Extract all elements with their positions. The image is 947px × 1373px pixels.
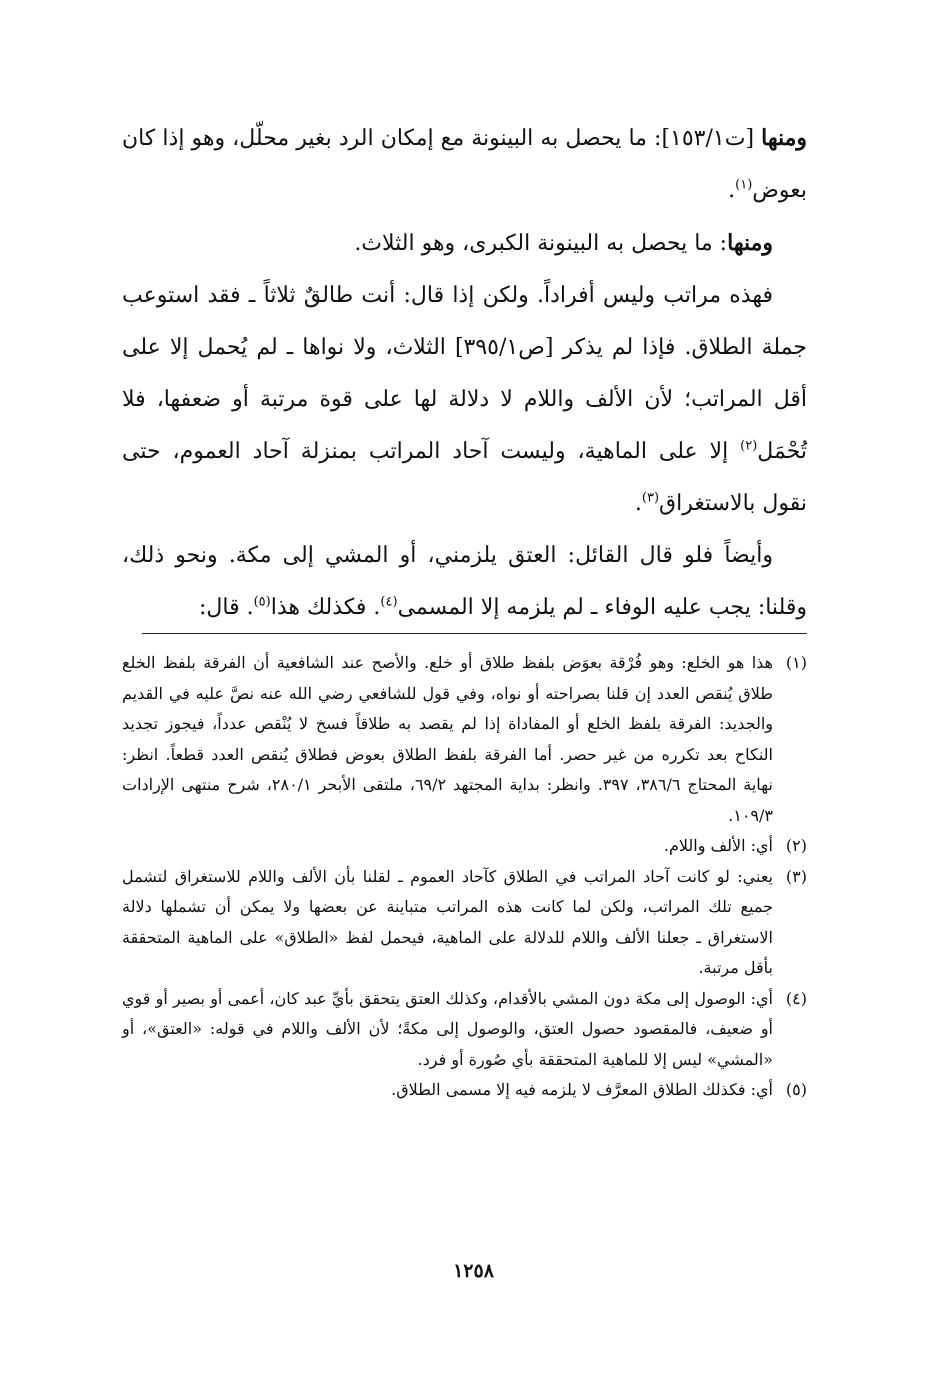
main-text bbox=[122, 112, 807, 634]
footnote-text: أي: الوصول إلى مكة دون المشي بالأقدام، وكذلك العتق يتحقق بأيِّ عبد كان، أعمى أو بصير أو قوي أو ضعيف، فالمقصود حصول العتق، والوصول إلى مكةً؛ لأن الألف واللام في قوله: «العتق»، أو «المشي» ليس إلا للماهية المتحققة بأي صُورة أو فرد. bbox=[122, 988, 773, 1069]
paragraph-4 bbox=[122, 530, 807, 634]
paragraph-3 bbox=[122, 270, 807, 530]
paragraph-text: . bbox=[728, 178, 736, 203]
footnote-1 bbox=[122, 648, 807, 831]
paragraph-text: : ما يحصل به البينونة الكبرى، وهو الثلاث. bbox=[354, 231, 728, 256]
footnote-number: (٣) bbox=[785, 866, 807, 886]
footnote-5 bbox=[122, 1075, 807, 1106]
footnote-3 bbox=[122, 862, 807, 984]
footnote-ref-5[interactable]: (٥) bbox=[253, 594, 271, 610]
footnote-ref-4[interactable]: (٤) bbox=[380, 594, 398, 610]
paragraph-text: إلا على الماهية، وليست آحاد المراتب بمنزلة آحاد العموم، حتى نقول بالاستغراق bbox=[122, 439, 807, 516]
footnote-number: (٢) bbox=[785, 836, 807, 855]
footnote-ref-2[interactable]: (٢) bbox=[740, 438, 758, 454]
paragraph-text: : ما يحصل به البينونة مع إمكان الرد بغير محلّل، وهو إذا كان بعوض bbox=[122, 126, 807, 203]
paragraph-text: وأيضاً فلو قال القائل: العتق يلزمني، أو المشي إلى مكة. ونحو ذلك، وقلنا: يجب عليه الوفاء ـ لم يلزمه إلا المسمى bbox=[122, 543, 807, 620]
footnote-text: يعني: لو كانت آحاد المراتب في الطلاق كآحاد العموم ـ لقلنا بأن الألف واللام للاستغراق لتشمل جميع تلك المراتب، ولكن لما كانت هذه المراتب متباينة عن بعضها ولا يمكن أن تشملها دلالة الاستغراق ـ جعلنا الألف واللام للدلالة على الماهية، فيحمل لفظ «الطلاق» على الماهية المتحققة بأقل مرتبة. bbox=[122, 866, 774, 977]
page-reference: [ت١٥٣/١] bbox=[661, 126, 762, 151]
footnote-number: (٥) bbox=[785, 1080, 807, 1099]
paragraph-text: . bbox=[634, 491, 642, 516]
paragraph-text: فهذه مراتب وليس أفراداً. ولكن إذا قال: أنت طالقٌ ثلاثاً ـ فقد استوعب جملة الطلاق. فإذا لم يذكر [ص٣٩٥/١] الثلاث، ولا نواها ـ لم يُحمل إلا على أقل المراتب؛ لأن الألف واللام لا دلالة لها على قوة مرتبة أو ضعفها، فلا تُحْمَل bbox=[122, 283, 807, 464]
footnote-number: (٤) bbox=[785, 988, 807, 1008]
footnote-2 bbox=[122, 831, 807, 862]
footnote-text: هذا هو الخلع: وهو فُرْقة بعوَض بلفظ طلاق أو خلع. والأصح عند الشافعية أن الفرقة بلفظ الخلع طلاق يُنقص العدد إن قلنا بصراحته أو نواه، وفي قول للشافعي رضي الله عنه نصَّ عليه في القديم والجديد: الفرقة بلفظ الخلع أو المفاداة إذا لم يقصد به طلاقاً فسخ لا يُنْقص عدداً، فيجوز تجديد النكاح بعد تكرره من غير حصر. أما الفرقة بلفظ الطلاق بعوض فطلاق يُنقص العدد قطعاً. انظر: نهاية المحتاج ٣٨٦/٦، ٣٩٧. وانظر: بداية المجتهد ٦٩/٢، ملتقى الأبحر ٢٨٠/١، شرح منتهى الإرادات ١٠٩/٣. bbox=[122, 653, 774, 825]
paragraph-2 bbox=[122, 217, 807, 270]
paragraph-1 bbox=[122, 112, 807, 217]
footnotes bbox=[122, 648, 807, 1106]
footnote-divider bbox=[142, 633, 807, 634]
footnote-text: أي: الألف واللام. bbox=[663, 836, 773, 855]
footnote-4 bbox=[122, 984, 807, 1076]
paragraph-text: . قال: bbox=[198, 595, 254, 620]
footnote-ref-3[interactable]: (٣) bbox=[641, 490, 660, 506]
footnote-number: (١) bbox=[785, 653, 807, 672]
paragraph-lead: ومنها bbox=[761, 125, 807, 151]
paragraph-text: . فكذلك هذا bbox=[270, 595, 381, 620]
paragraph-lead: ومنها bbox=[727, 230, 773, 256]
footnote-ref-1[interactable]: (١) bbox=[735, 177, 753, 193]
footnote-text: أي: فكذلك الطلاق المعرَّف لا يلزمه فيه إلا مسمى الطلاق. bbox=[391, 1080, 773, 1099]
page-number: ١٢٥٨ bbox=[453, 1260, 494, 1282]
